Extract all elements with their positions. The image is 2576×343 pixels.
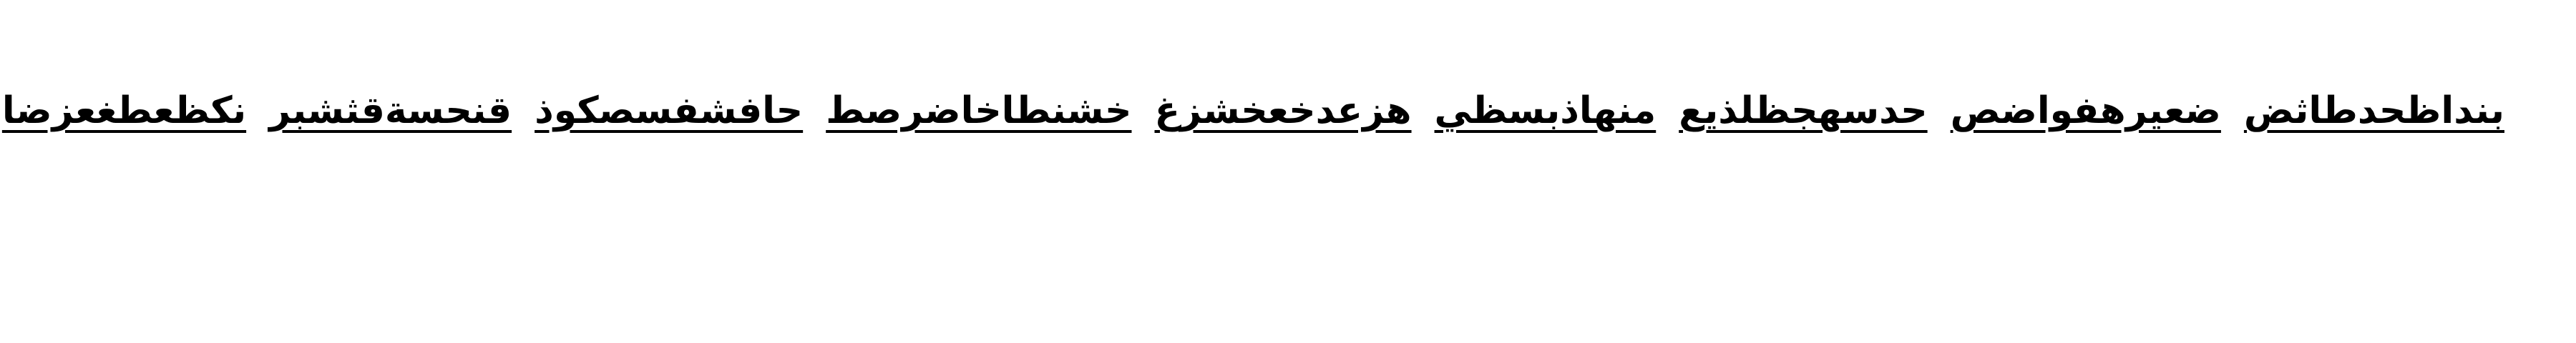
text-word-7: حافشفسصكوذ: [535, 89, 804, 132]
text-word-8: قنحسةقثشبر: [269, 89, 512, 132]
arabic-text-line: [1, 79, 2504, 143]
text-word-4: منهاذبسظي: [1434, 89, 1657, 132]
text-word-1: بنداظحدطاثض: [2243, 89, 2504, 132]
text-word-3: حدسهجظلذيع: [1679, 89, 1928, 132]
text-word-2: ضعيرهفواضص: [1950, 89, 2221, 132]
text-word-6: خشنطاخاضرصط: [826, 89, 1132, 132]
text-word-5: هزعدخعخشزغ: [1154, 89, 1412, 132]
text-word-9: نكظعطغعزضا: [1, 89, 247, 132]
